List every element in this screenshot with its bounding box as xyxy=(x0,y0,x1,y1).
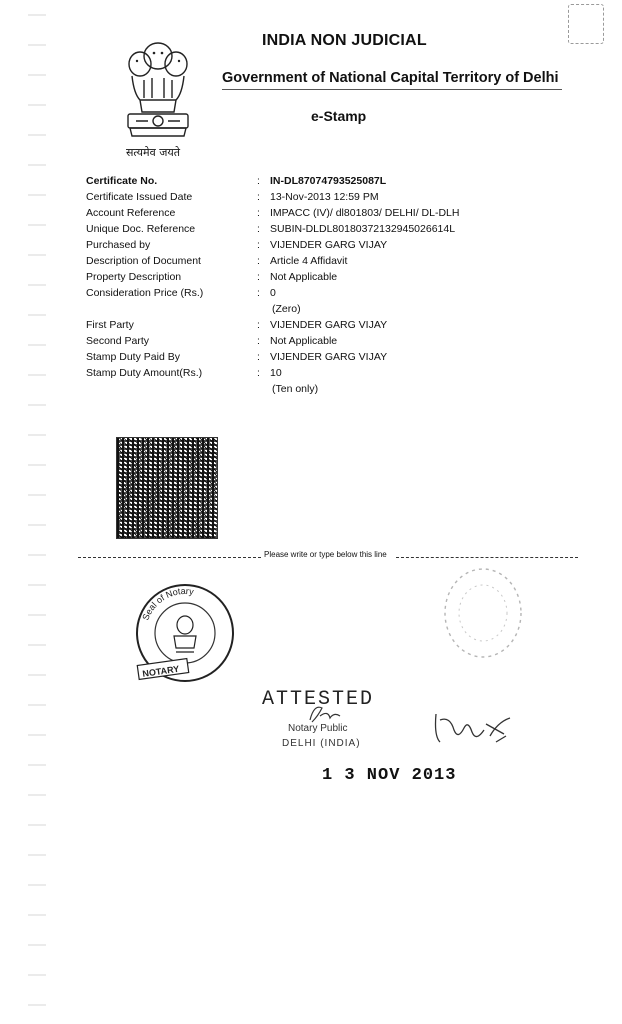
field-row xyxy=(86,207,486,223)
field-label: Description of Document xyxy=(86,255,201,267)
seal-text: Seal of Notary xyxy=(140,585,195,622)
separator-text: Please write or type below this line xyxy=(264,550,387,559)
field-label: First Party xyxy=(86,319,134,331)
attested-stamp: ATTESTED xyxy=(262,688,375,711)
field-value: Not Applicable xyxy=(270,271,338,283)
field-row xyxy=(86,367,486,383)
amount-words: (Ten only) xyxy=(272,383,319,395)
field-row xyxy=(86,239,486,255)
field-colon: : xyxy=(257,255,260,267)
scan-edge-noise xyxy=(28,0,46,1024)
field-label: Certificate No. xyxy=(86,175,158,187)
field-label: Stamp Duty Paid By xyxy=(86,351,180,363)
field-label: Certificate Issued Date xyxy=(86,191,193,203)
field-value: Not Applicable xyxy=(270,335,338,347)
field-colon: : xyxy=(257,239,260,251)
field-colon: : xyxy=(257,191,260,203)
emblem-motto: सत्यमेव जयते xyxy=(126,146,181,159)
field-value: SUBIN-DLDL80180372132945026614L xyxy=(270,223,456,235)
field-row xyxy=(86,319,486,335)
field-value: VIJENDER GARG VIJAY xyxy=(270,319,388,331)
field-value: Article 4 Affidavit xyxy=(270,255,348,267)
government-title: Government of National Capital Territory of Delhi xyxy=(222,70,559,86)
field-label: Consideration Price (Rs.) xyxy=(86,287,204,299)
handwritten-signature xyxy=(428,706,520,752)
field-row xyxy=(86,191,486,207)
field-row-words xyxy=(86,383,486,399)
separator-dash-right xyxy=(396,557,578,558)
notary-seal-stamp xyxy=(132,580,238,686)
field-value: VIJENDER GARG VIJAY xyxy=(270,351,388,363)
field-label: Second Party xyxy=(86,335,150,347)
faint-seal-stamp xyxy=(441,566,525,660)
field-row xyxy=(86,271,486,287)
notary-place: DELHI (INDIA) xyxy=(282,738,361,749)
certificate-fields xyxy=(86,175,486,399)
field-value: VIJENDER GARG VIJAY xyxy=(270,239,388,251)
document-type: e-Stamp xyxy=(311,108,367,124)
field-row-words xyxy=(86,303,486,319)
field-row xyxy=(86,255,486,271)
separator-dash-left xyxy=(78,557,261,558)
field-colon: : xyxy=(257,335,260,347)
seal-emblem-icon xyxy=(174,616,196,652)
field-colon: : xyxy=(257,271,260,283)
field-colon: : xyxy=(257,223,260,235)
field-row xyxy=(86,351,486,367)
field-label: Property Description xyxy=(86,271,182,283)
field-value: IN-DL87074793525087L xyxy=(270,175,387,187)
seal-badge: NOTARY xyxy=(141,663,180,679)
field-row xyxy=(86,335,486,351)
field-colon: : xyxy=(257,367,260,379)
lion-capital-icon xyxy=(118,34,198,146)
field-colon: : xyxy=(257,207,260,219)
date-stamp: 1 3 NOV 2013 xyxy=(322,766,457,785)
field-colon: : xyxy=(257,351,260,363)
field-label: Purchased by xyxy=(86,239,151,251)
notary-public-label: Notary Public xyxy=(288,723,348,734)
corner-scan-mark xyxy=(568,4,604,44)
field-value: 0 xyxy=(270,287,276,299)
page-title: INDIA NON JUDICIAL xyxy=(262,32,427,49)
field-value: 13-Nov-2013 12:59 PM xyxy=(270,191,379,203)
field-row xyxy=(86,287,486,303)
field-label: Account Reference xyxy=(86,207,176,219)
field-label: Stamp Duty Amount(Rs.) xyxy=(86,367,203,379)
field-value: IMPACC (IV)/ dl801803/ DELHI/ DL-DLH xyxy=(270,207,460,219)
qr-code xyxy=(116,437,218,539)
field-colon: : xyxy=(257,319,260,331)
title-underline xyxy=(222,89,562,90)
field-label: Unique Doc. Reference xyxy=(86,223,196,235)
field-row xyxy=(86,223,486,239)
field-colon: : xyxy=(257,175,260,187)
field-value: 10 xyxy=(270,367,282,379)
separator-line xyxy=(78,550,578,564)
consideration-words: (Zero) xyxy=(272,303,301,315)
field-row xyxy=(86,175,486,191)
field-colon: : xyxy=(257,287,260,299)
